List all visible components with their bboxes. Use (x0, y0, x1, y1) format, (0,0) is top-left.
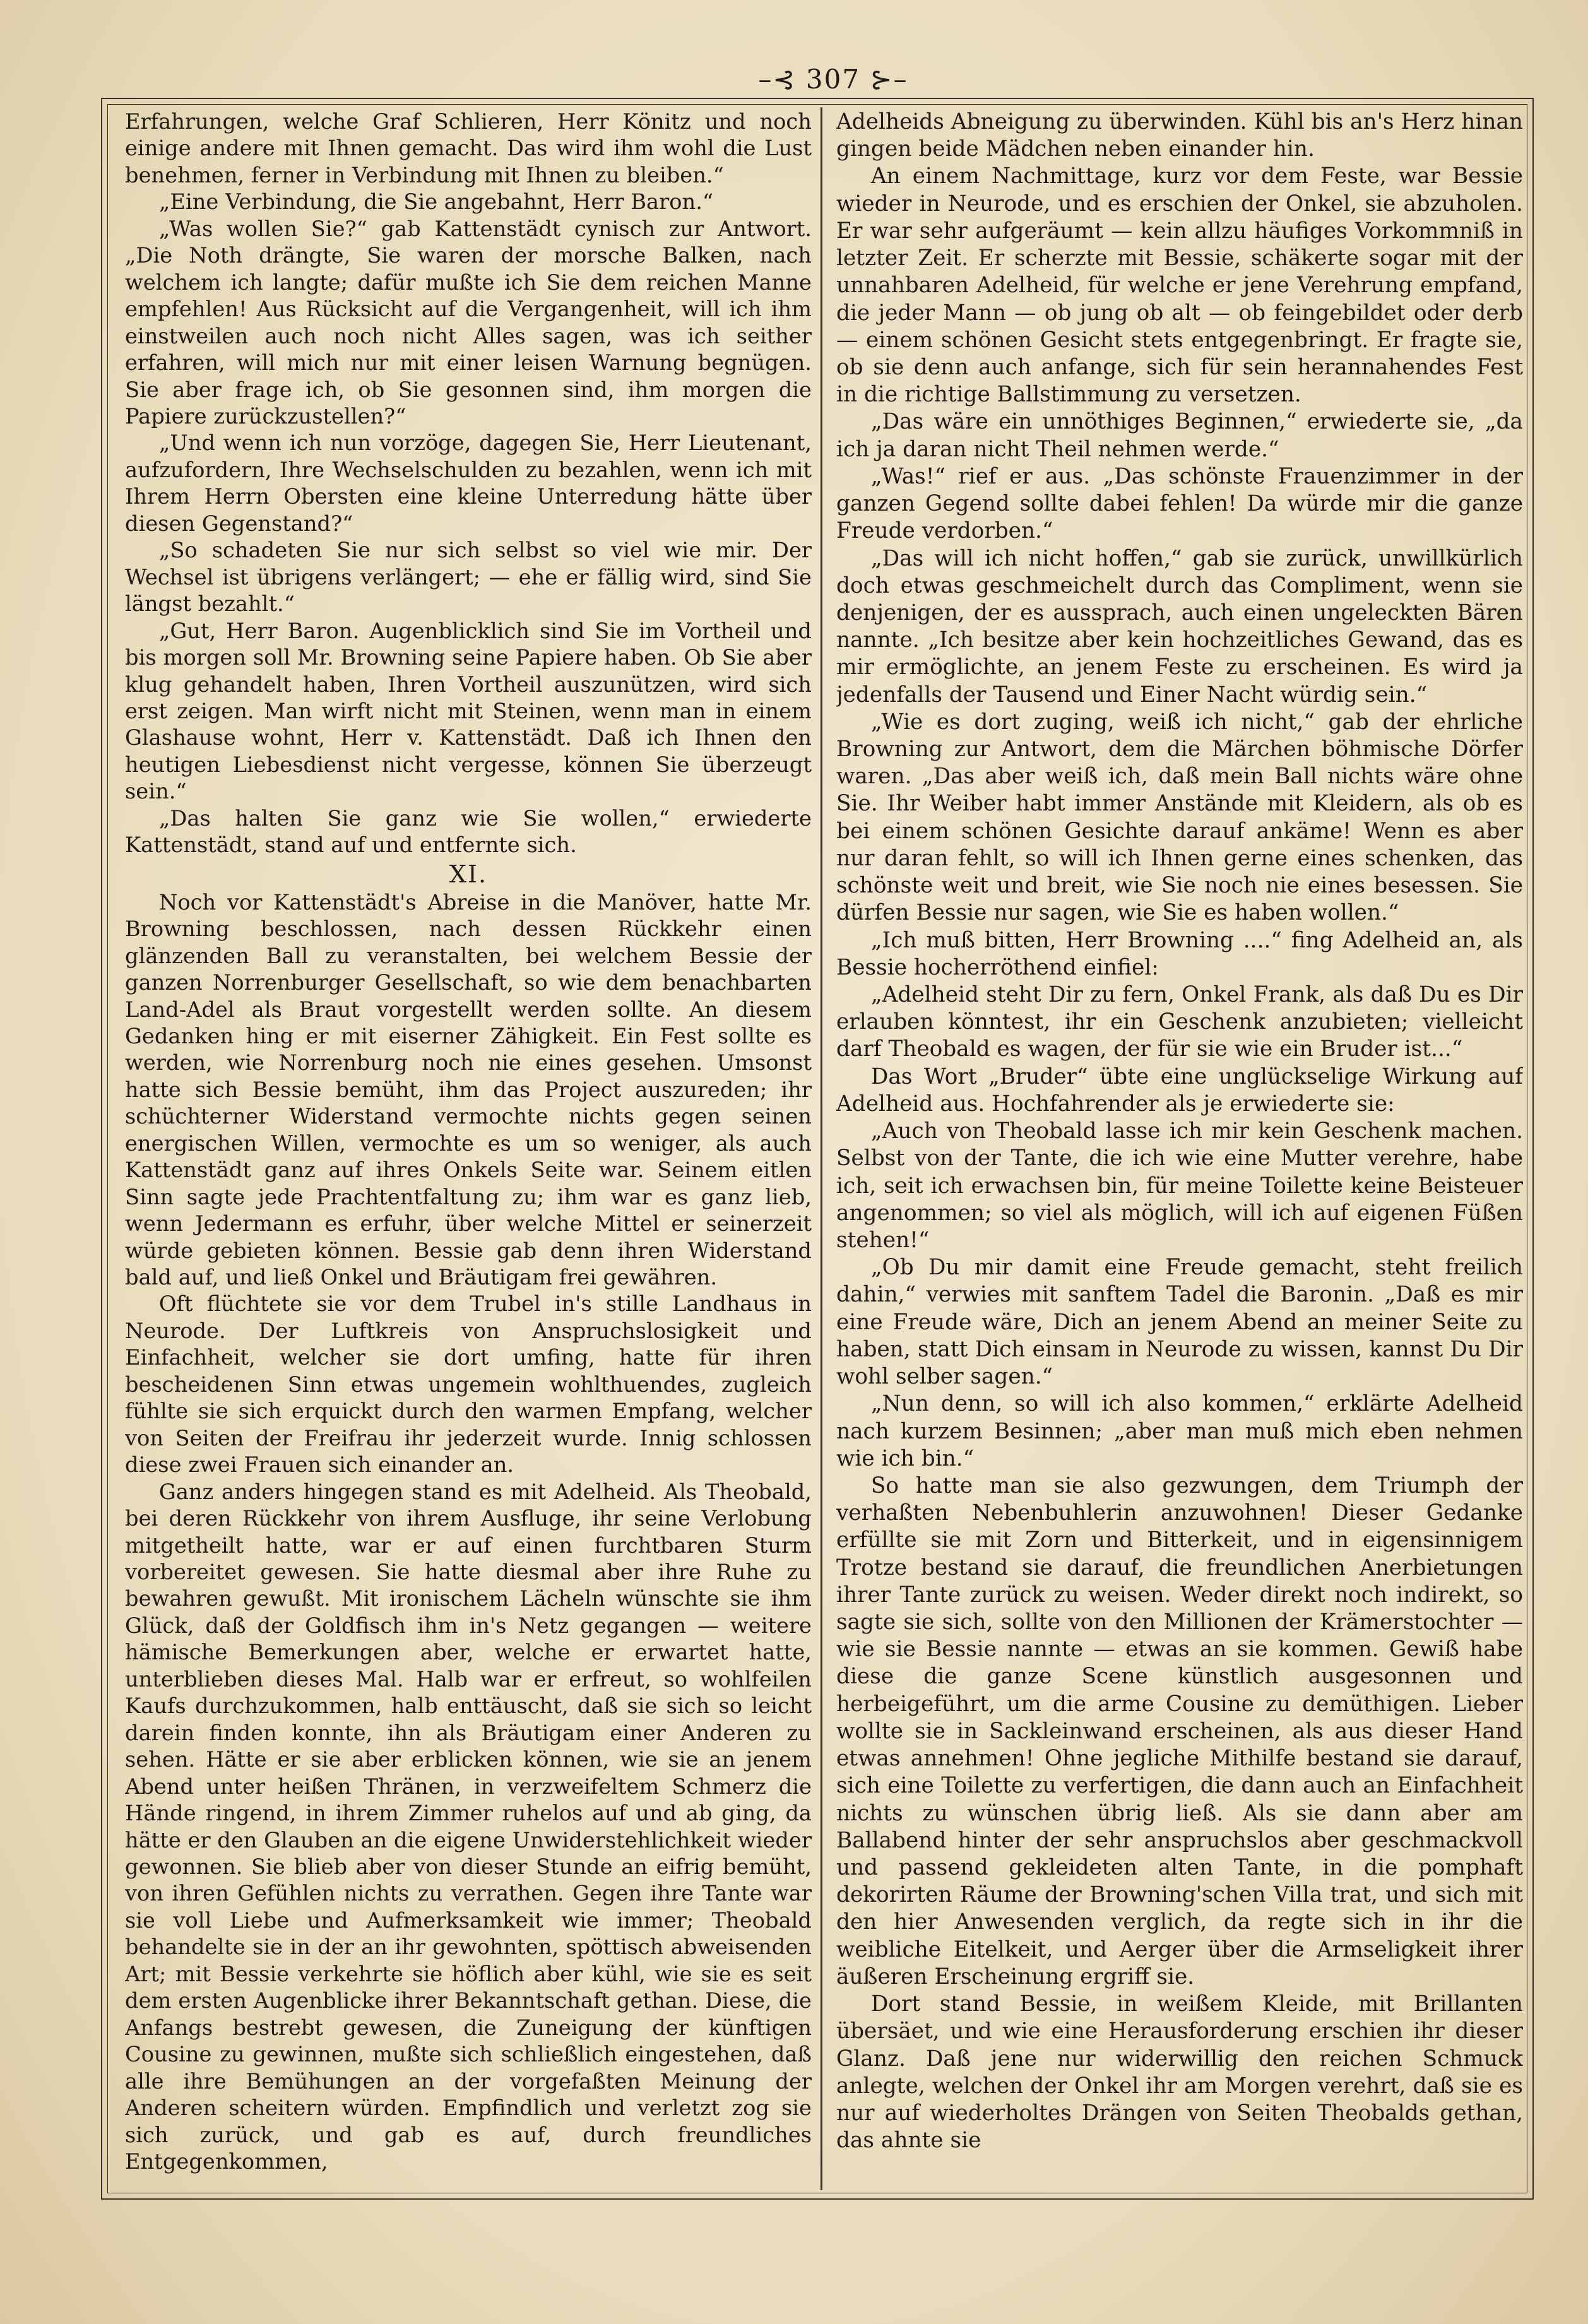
paragraph: An einem Nachmittage, kurz vor dem Feste, war Bessie wieder in Neurode, und es erschien der Onkel, sie abzuholen. Er war sehr aufgeräumt — kein allzu häufiges Vorkommniß in letzter Zeit. Er scherzte mit Bessie, schäkerte sogar mit der unnahbaren Adelheid, für welche er jene Verehrung empfand, die jeder Mann — ob jung ob alt — ob feingebildet oder derb — einem schönen Gesicht stets entgegenbringt. Er fragte sie, ob sie denn auch anfange, sich für sein herannahendes Fest in die richtige Ballstimmung zu versetzen. (836, 163, 1523, 408)
page-number: –⊰ 307 ⊱– (758, 64, 908, 95)
paragraph: „Auch von Theobald lasse ich mir kein Geschenk machen. Selbst von der Tante, die ich wie eine Mutter verehre, habe ich, seit ich erwachsen bin, für meine Toilette keine Beisteuer angenommen; so viel als möglich, will ich auf eigenen Füßen stehen!“ (836, 1118, 1523, 1253)
column-divider (821, 107, 822, 2190)
left-column (125, 109, 812, 2179)
paragraph: „Ob Du mir damit eine Freude gemacht, steht freilich dahin,“ verwies mit sanftem Tadel die Baronin. „Daß es mir eine Freude wäre, Dich an jenem Abend an meiner Seite zu haben, statt Dich einsam in Neurode zu wissen, kannst Du Dir wohl selber sagen.“ (836, 1255, 1523, 1390)
paragraph: „Gut, Herr Baron. Augenblicklich sind Sie im Vortheil und bis morgen soll Mr. Browning seine Papiere haben. Ob Sie aber klug gehandelt haben, Ihren Vortheil auszunützen, wird sich erst zeigen. Man wirft nicht mit Steinen, wenn man in einem Glashause wohnt, Herr v. Kattenstädt. Daß ich Ihnen den heutigen Liebesdienst nicht vergesse, können Sie überzeugt sein.“ (125, 618, 812, 804)
paragraph: „Nun denn, so will ich also kommen,“ erklärte Adelheid nach kurzem Besinnen; „aber man muß mich eben nehmen wie ich bin.“ (836, 1391, 1523, 1471)
paragraph: „So schadeten Sie nur sich selbst so viel wie mir. Der Wechsel ist übrigens verlängert; — ehe er fällig wird, sind Sie längst bezahlt.“ (125, 538, 812, 617)
paragraph: „Was wollen Sie?“ gab Kattenstädt cynisch zur Antwort. „Die Noth drängte, Sie waren der morsche Balken, nach welchem ich langte; dafür mußte ich Sie dem reichen Manne empfehlen! Aus Rücksicht auf die Vergangenheit, will ich ihm einstweilen auch noch nicht Alles sagen, was ich seither erfahren, will mich nur mit einer leisen Warnung begnügen. Sie aber frage ich, ob Sie gesonnen sind, ihm morgen die Papiere zurückzustellen?“ (125, 216, 812, 429)
paragraph: So hatte man sie also gezwungen, dem Triumph der verhaßten Nebenbuhlerin anzuwohnen! Dieser Gedanke erfüllte sie mit Zorn und Bitterkeit, und in eigensinnigem Trotze bestand sie darauf, die freundlichen Anerbietungen ihrer Tante zurück zu weisen. Weder direkt noch indirekt, so sagte sie sich, sollte von den Millionen der Krämerstochter — wie sie Bessie nannte — etwas an sie kommen. Gewiß habe diese die ganze Scene künstlich ausgesonnen und herbeigeführt, um die arme Cousine zu demüthigen. Lieber wollte sie in Sackleinwand erscheinen, als aus dieser Hand etwas annehmen! Ohne jegliche Mithilfe bestand sie darauf, sich eine Toilette zu verfertigen, die dann auch an Einfachheit nichts zu wünschen übrig ließ. Als sie dann aber am Ballabend hinter der sehr anspruchslos aber geschmackvoll und passend gekleideten alten Tante, in die pomphaft dekorirten Räume der Browning'schen Villa trat, und sich mit den hier Anwesenden verglich, da regte sich in ihr die weibliche Eitelkeit, und Aerger über die Armseligkeit ihrer äußeren Erscheinung ergriff sie. (836, 1473, 1523, 1989)
paragraph: „Das halten Sie ganz wie Sie wollen,“ erwiederte Kattenstädt, stand auf und entfernte sich. (125, 805, 812, 858)
paragraph: Noch vor Kattenstädt's Abreise in die Manöver, hatte Mr. Browning beschlossen, nach dessen Rückkehr einen glänzenden Ball zu veranstalten, bei welchem Bessie der ganzen Norrenburger Gesellschaft, so wie dem benachbarten Land-Adel als Braut vorgestellt werden sollte. An diesem Gedanken hing er mit eiserner Zähigkeit. Ein Fest sollte es werden, wie Norrenburg noch nie eines gesehen. Umsonst hatte sich Bessie bemüht, ihm das Project auszureden; ihr schüchterner Widerstand vermochte nichts gegen seinen energischen Willen, vermochte es um so weniger, als auch Kattenstädt ganz auf ihres Onkels Seite war. Seinem eitlen Sinn sagte jede Prachtentfaltung zu; ihm war es ganz lieb, wenn Jedermann es erfuhr, über welche Mittel er seinerzeit würde gebieten können. Bessie gab denn ihren Widerstand bald auf, und ließ Onkel und Bräutigam frei gewähren. (125, 889, 812, 1290)
right-column (836, 109, 1523, 2179)
paragraph: „Wie es dort zuging, weiß ich nicht,“ gab der ehrliche Browning zur Antwort, dem die Märchen böhmische Dörfer waren. „Das aber weiß ich, daß mein Ball nichts wäre ohne Sie. Ihr Weiber habt immer Anstände mit Kleidern, als ob es bei einem schönen Gesichte darauf ankäme! Wenn es aber nur daran fehlt, so will ich Ihnen gerne eines schenken, das schönste weit und breit, wie Sie noch nie eines besessen. Sie dürfen Bessie nur sagen, wie Sie es haben wollen.“ (836, 709, 1523, 926)
paragraph: Erfahrungen, welche Graf Schlieren, Herr Könitz und noch einige andere mit Ihnen gemacht. Das wird ihm wohl die Lust benehmen, ferner in Verbindung mit Ihnen zu bleiben.“ (125, 109, 812, 187)
paragraph: „Das wäre ein unnöthiges Beginnen,“ erwiederte sie, „da ich ja daran nicht Theil nehmen werde.“ (836, 409, 1523, 462)
paragraph: Oft flüchtete sie vor dem Trubel in's stille Landhaus in Neurode. Der Luftkreis von Anspruchslosigkeit und Einfachheit, welcher sie dort umfing, hatte für ihren bescheidenen Sinn etwas ungemein wohlthuendes, zugleich fühlte sie sich erquickt durch den warmen Empfang, welcher von Seiten der Freifrau ihr jederzeit wurde. Innig schlossen diese zwei Frauen sich einander an. (125, 1291, 812, 1478)
paragraph: „Und wenn ich nun vorzöge, dagegen Sie, Herr Lieutenant, aufzufordern, Ihre Wechselschulden zu bezahlen, wenn ich mit Ihrem Herrn Obersten eine kleine Unterredung hätte über diesen Gegenstand?“ (125, 430, 812, 536)
paragraph: Ganz anders hingegen stand es mit Adelheid. Als Theobald, bei deren Rückkehr von ihrem Ausfluge, ihr seine Verlobung mitgetheilt hatte, war er auf einen furchtbaren Sturm vorbereitet gewesen. Sie hatte diesmal aber ihre Ruhe zu bewahren gewußt. Mit ironischem Lächeln wünschte sie ihm Glück, daß der Goldfisch ihm in's Netz gegangen — weitere hämische Bemerkungen aber, welche er erwartet hatte, unterblieben dieses Mal. Halb war er erfreut, so wohlfeilen Kaufs durchzukommen, halb enttäuscht, daß sie sich so leicht darein finden konnte, ihn als Bräutigam einer Anderen zu sehen. Hätte er sie aber erblicken können, wie sie an jenem Abend unter heißen Thränen, in verzweifeltem Schmerz die Hände ringend, in ihrem Zimmer ruhelos auf und ab ging, da hätte er den Glauben an die eigene Unwiderstehlichkeit wieder gewonnen. Sie blieb aber von dieser Stunde an eifrig bemüht, von ihren Gefühlen nichts zu verrathen. Gegen ihre Tante war sie voll Liebe und Aufmerksamkeit wie immer; Theobald behandelte sie in der an ihr gewohnten, spöttisch abweisenden Art; mit Bessie verkehrte sie höflich aber kühl, wie sie es seit dem ersten Augenblicke ihrer Bekanntschaft gethan. Diese, die Anfangs bestrebt gewesen, die Zuneigung der künftigen Cousine zu gewinnen, mußte sich schließlich eingestehen, daß alle ihre Bemühungen an der vorgefaßten Meinung der Anderen scheitern würden. Empfindlich und verletzt zog sie sich zurück, und gab es auf, durch freundliches Entgegenkommen, (125, 1479, 812, 2174)
paragraph: Adelheids Abneigung zu überwinden. Kühl bis an's Herz hinan gingen beide Mädchen neben einander hin. (836, 109, 1523, 162)
paragraph: „Ich muß bitten, Herr Browning ....“ fing Adelheid an, als Bessie hocherröthend einfiel: (836, 927, 1523, 980)
paragraph: Dort stand Bessie, in weißem Kleide, mit Brillanten übersäet, und wie eine Herausforderung erschien ihr dieser Glanz. Daß jene nur widerwillig den reichen Schmuck anlegte, welchen der Onkel ihr am Morgen verehrt, daß sie es nur auf wiederholtes Drängen von Seiten Theobalds gethan, das ahnte sie (836, 1991, 1523, 2154)
paragraph: „Adelheid steht Dir zu fern, Onkel Frank, als daß Du es Dir erlauben könntest, ihr ein Geschenk anzubieten; vielleicht darf Theobald es wagen, der für sie wie ein Bruder ist...“ (836, 982, 1523, 1062)
chapter-heading: XI. (449, 860, 488, 888)
paragraph: „Eine Verbindung, die Sie angebahnt, Herr Baron.“ (158, 189, 714, 215)
paragraph: „Das will ich nicht hoffen,“ gab sie zurück, unwillkürlich doch etwas geschmeichelt durch das Compliment, wenn sie denjenigen, der es aussprach, auch einen ungeleckten Bären nannte. „Ich besitze aber kein hochzeitliches Gewand, das es mir ermöglichte, an jenem Feste zu erscheinen. Es wird ja jedenfalls der Tausend und Einer Nacht würdig sein.“ (836, 545, 1523, 708)
paragraph: Das Wort „Bruder“ übte eine unglückselige Wirkung auf Adelheid aus. Hochfahrender als je erwiederte sie: (836, 1064, 1523, 1117)
paragraph: „Was!“ rief er aus. „Das schönste Frauenzimmer in der ganzen Gegend sollte dabei fehlen! Da würde mir die ganze Freude verdorben.“ (836, 463, 1523, 544)
